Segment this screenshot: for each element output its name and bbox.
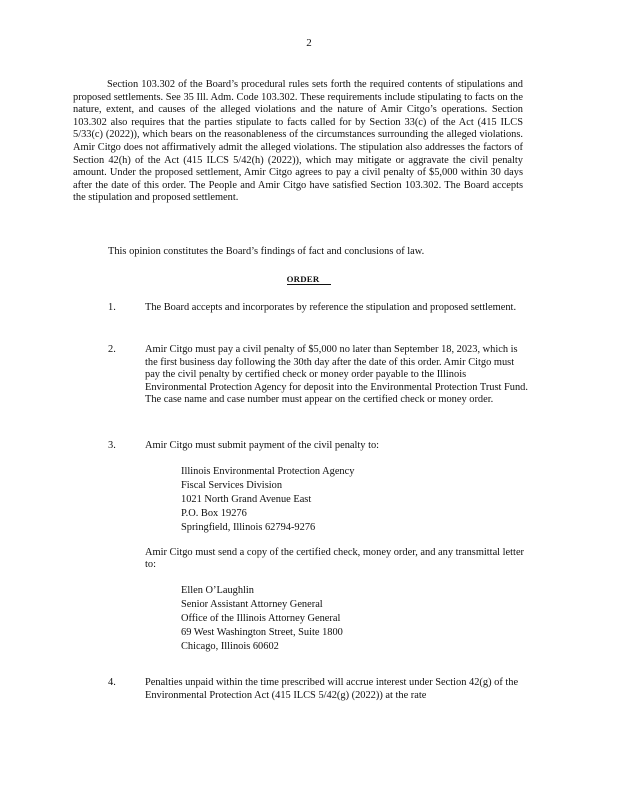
order-heading xyxy=(0,274,618,284)
intro-paragraph: Section 103.302 of the Board’s procedural rules sets forth the required contents of stipulations and proposed settlements. See 35 Ill. Adm. Code 103.302. These requirements include stipulating to facts on the nature, extent, and causes of the alleged violations and the nature of Amir Citgo’s operations. Section 103.302 also requires that the parties stipulate to facts called for by Section 33(c) of the Act (415 ILCS 5/33(c) (2022)), which bears on the reasonableness of the circumstances surrounding the alleged violations. Amir Citgo does not affirmatively admit the alleged violations. The stipulation also addresses the factors of Section 42(h) of the Act (415 ILCS 5/42(h) (2022)), which may mitigate or aggravate the civil penalty amount. Under the proposed settlement, Amir Citgo agrees to pay a civil penalty of $5,000 within 30 days after the date of this order. The People and Amir Citgo have satisfied Section 103.302. The Board accepts the stipulation and proposed settlement. xyxy=(73,79,523,204)
item-3-body xyxy=(145,440,528,654)
order-heading-text: ORDER xyxy=(287,274,332,285)
item-number: 2. xyxy=(108,344,116,355)
copy-instruction: Amir Citgo must send a copy of the certified check, money order, and any transmittal letter to: xyxy=(145,546,525,571)
address-line: 1021 North Grand Avenue East xyxy=(181,493,312,505)
item-text: Amir Citgo must pay a civil penalty of $5,000 no later than September 18, 2023, which is the first business day following the 30th day after the date of this order. Amir Citgo must pay the civil penalty by certified check or money order payable to the Illinois Environmental Protection Agency for deposit into the Environmental Protection Trust Fund. The case name and case number must appear on the certified check or money order. xyxy=(145,344,528,406)
payment-address xyxy=(181,465,528,535)
item-text: The Board accepts and incorporates by reference the stipulation and proposed settlement. xyxy=(145,302,517,313)
item-number: 4. xyxy=(108,677,116,688)
address-line: Ellen O’Laughlin xyxy=(181,584,255,596)
item-number: 1. xyxy=(108,302,116,313)
item-number: 3. xyxy=(108,440,116,451)
address-line: 69 West Washington Street, Suite 1800 xyxy=(181,626,343,638)
address-line: Senior Assistant Attorney General xyxy=(181,598,323,610)
opinion-statement: This opinion constitutes the Board’s findings of fact and conclusions of law. xyxy=(108,246,425,257)
item-text: Amir Citgo must submit payment of the civil penalty to: xyxy=(145,440,380,451)
address-line: P.O. Box 19276 xyxy=(181,507,247,519)
item-text: Penalties unpaid within the time prescribed will accrue interest under Section 42(g) of the Environmental Protection Act (415 ILCS 5/42(g) (2022)) at the rate xyxy=(145,677,519,701)
address-line: Illinois Environmental Protection Agency xyxy=(181,465,355,477)
address-line: Springfield, Illinois 62794-9276 xyxy=(181,521,316,533)
address-line: Chicago, Illinois 60602 xyxy=(181,640,279,652)
address-line: Fiscal Services Division xyxy=(181,479,283,491)
address-line: Office of the Illinois Attorney General xyxy=(181,612,341,624)
copy-address xyxy=(181,584,528,654)
page-number: 2 xyxy=(306,37,312,49)
